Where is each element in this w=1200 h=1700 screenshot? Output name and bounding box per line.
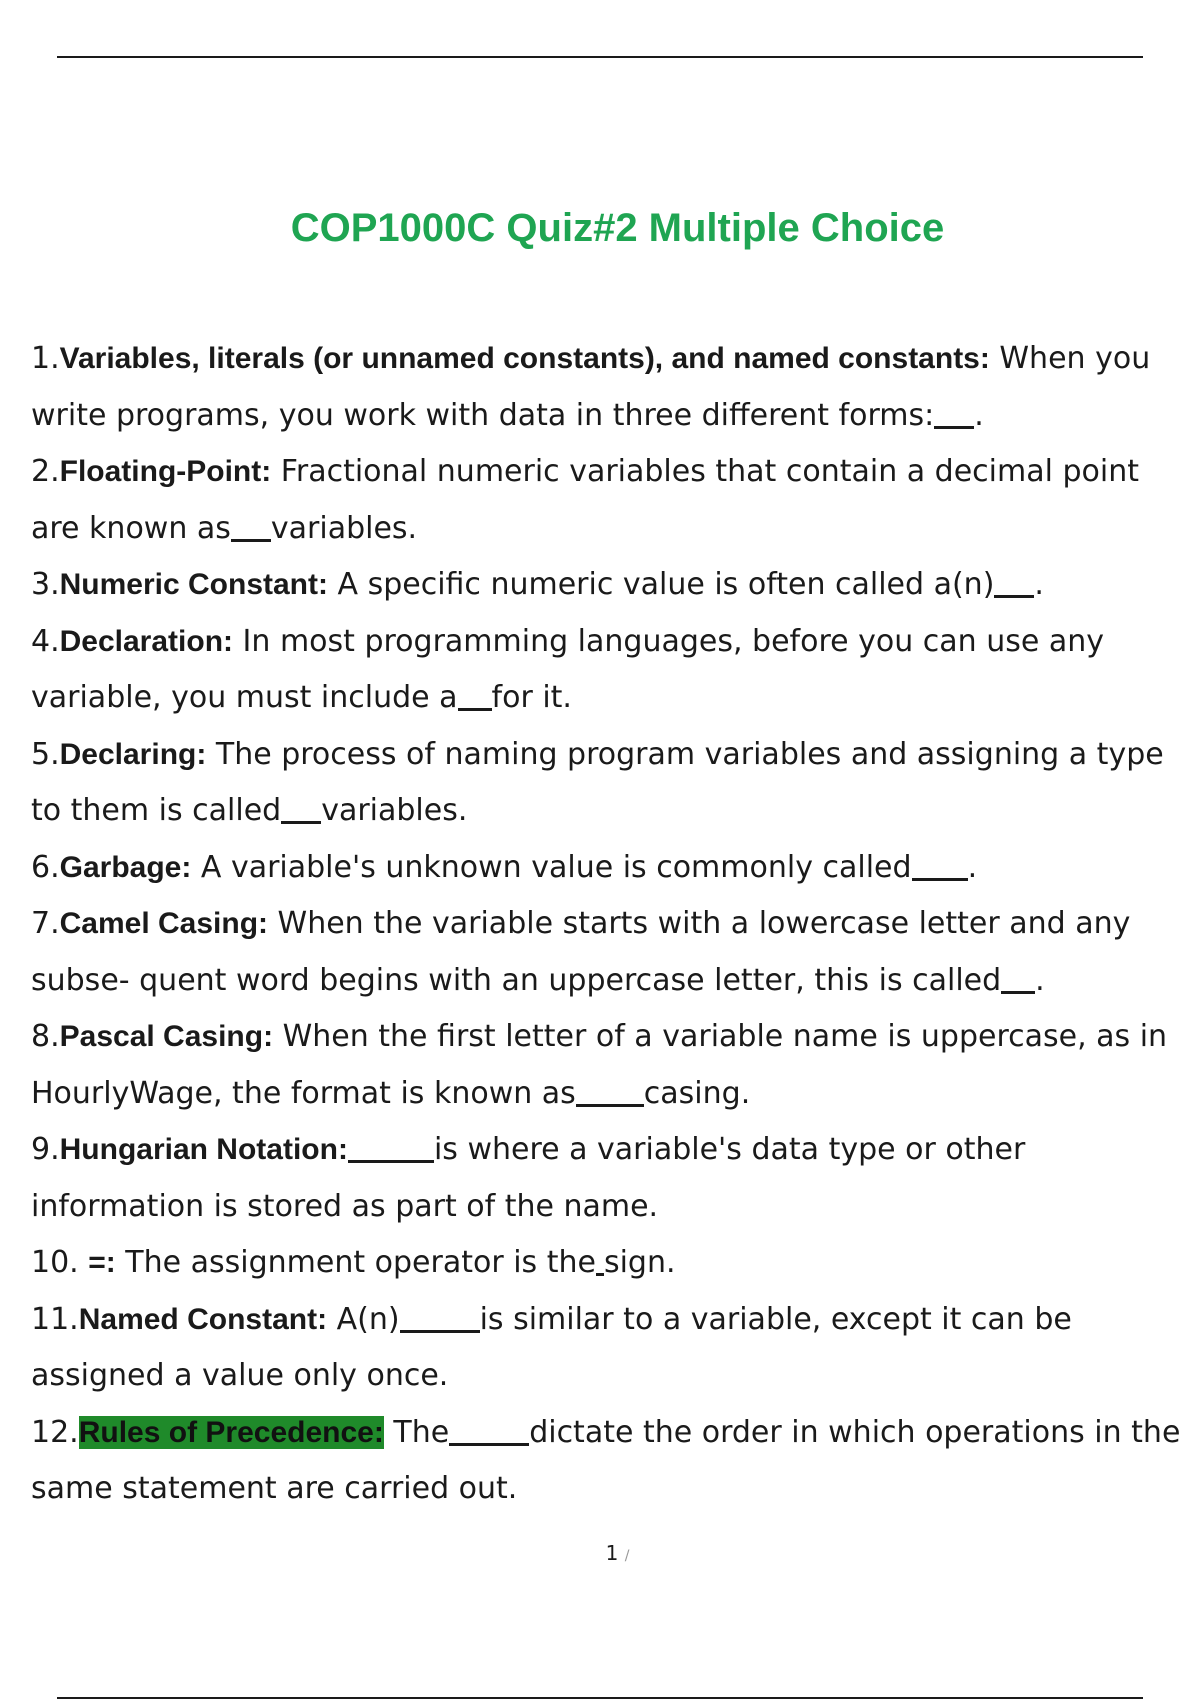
question-text-end: is similar to a variable, except it can be assigned a value only once. — [31, 1301, 1072, 1393]
question-number: 8. — [31, 1019, 60, 1054]
question-7 — [31, 896, 1191, 1009]
question-text-end: . — [1034, 567, 1044, 602]
answer-blank — [400, 1298, 480, 1333]
question-text-end: variables. — [270, 510, 418, 546]
question-term: =: — [88, 1246, 116, 1279]
question-text: A specific numeric value is often called a(n) — [327, 567, 995, 602]
answer-blank — [596, 1242, 604, 1277]
question-text-end: . — [967, 849, 978, 885]
question-term: Hungarian Notation: — [59, 1133, 348, 1166]
question-term: Named Constant: — [78, 1302, 328, 1336]
question-term: Numeric Constant: — [59, 568, 328, 601]
question-number: 4. — [31, 623, 60, 659]
question-1 — [31, 331, 1191, 444]
question-text: A variable's unknown value is commonly called — [191, 849, 912, 885]
question-number: 9. — [31, 1132, 60, 1167]
question-text: A(n) — [327, 1301, 400, 1337]
question-3 — [31, 557, 1191, 614]
question-text-end: casing. — [643, 1075, 751, 1111]
question-text: The assignment operator is the — [115, 1245, 596, 1280]
question-text: The — [383, 1414, 450, 1450]
question-text-end: variables. — [321, 793, 468, 828]
answer-blank — [576, 1072, 644, 1107]
question-text-end: sign. — [603, 1245, 676, 1280]
question-text: The process of naming program variables and assigning a type to them is called — [31, 736, 1164, 828]
question-text-end: . — [1035, 962, 1045, 998]
answer-blank — [449, 1411, 529, 1446]
question-term: Garbage: — [59, 850, 192, 884]
question-term: Camel Casing: — [59, 907, 269, 940]
question-12 — [31, 1405, 1191, 1518]
page-number-value: 1 — [605, 1541, 619, 1565]
question-number: 1. — [31, 341, 60, 376]
document-title: COP1000C Quiz#2 Multiple Choice — [290, 206, 945, 250]
answer-blank — [1001, 959, 1035, 994]
page-number — [0, 1541, 1200, 1565]
top-rule — [57, 56, 1143, 58]
question-text-end: dictate the order in which operations in the same statement are carried out. — [31, 1414, 1181, 1506]
question-term: Floating-Point: — [59, 455, 272, 488]
question-6 — [31, 840, 1191, 897]
question-term: Variables, literals (or unnamed constants), and named constants: — [59, 342, 990, 375]
question-number: 11. — [31, 1301, 79, 1337]
question-text: When the variable starts with a lowercase letter and any subse- quent word begins with an uppercase letter, this is called — [31, 906, 1131, 998]
question-term: Declaration: — [59, 624, 234, 658]
answer-blank — [231, 507, 271, 542]
answer-blank — [994, 564, 1034, 599]
question-term-highlighted: Rules of Precedence: — [78, 1415, 384, 1449]
question-text-end: . — [974, 397, 984, 433]
question-number: 10. — [31, 1245, 89, 1280]
question-number: 3. — [31, 567, 60, 602]
page-separator: / — [624, 1548, 630, 1564]
question-number: 5. — [31, 736, 60, 772]
question-5 — [31, 727, 1191, 840]
answer-blank — [348, 1129, 434, 1164]
answer-blank — [281, 790, 321, 825]
question-text-end: is where a variable's data type or other information is stored as part of the name. — [31, 1132, 1026, 1224]
question-text-end: for it. — [491, 680, 572, 715]
answer-blank — [912, 846, 968, 881]
question-8 — [31, 1009, 1191, 1122]
question-11 — [31, 1292, 1191, 1405]
question-term: Declaring: — [59, 737, 207, 771]
question-list — [31, 331, 1191, 1518]
question-text: When you write programs, you work with data in three different forms: — [31, 341, 1151, 433]
question-number: 2. — [31, 454, 60, 489]
answer-blank — [934, 394, 974, 429]
question-4 — [31, 614, 1191, 727]
bottom-rule — [57, 1697, 1143, 1699]
question-text: In most programming languages, before you can use any variable, you must include a — [31, 623, 1104, 715]
question-text: Fractional numeric variables that contain a decimal point are known as — [31, 454, 1139, 546]
question-2 — [31, 444, 1191, 557]
question-number: 7. — [31, 906, 60, 941]
question-text: When the first letter of a variable name is uppercase, as in HourlyWage, the format is known as — [31, 1019, 1168, 1111]
question-9 — [31, 1122, 1191, 1235]
question-10 — [31, 1235, 1191, 1292]
question-term: Pascal Casing: — [59, 1020, 274, 1053]
question-number: 6. — [31, 849, 60, 885]
question-number: 12. — [31, 1414, 79, 1450]
answer-blank — [458, 677, 492, 712]
